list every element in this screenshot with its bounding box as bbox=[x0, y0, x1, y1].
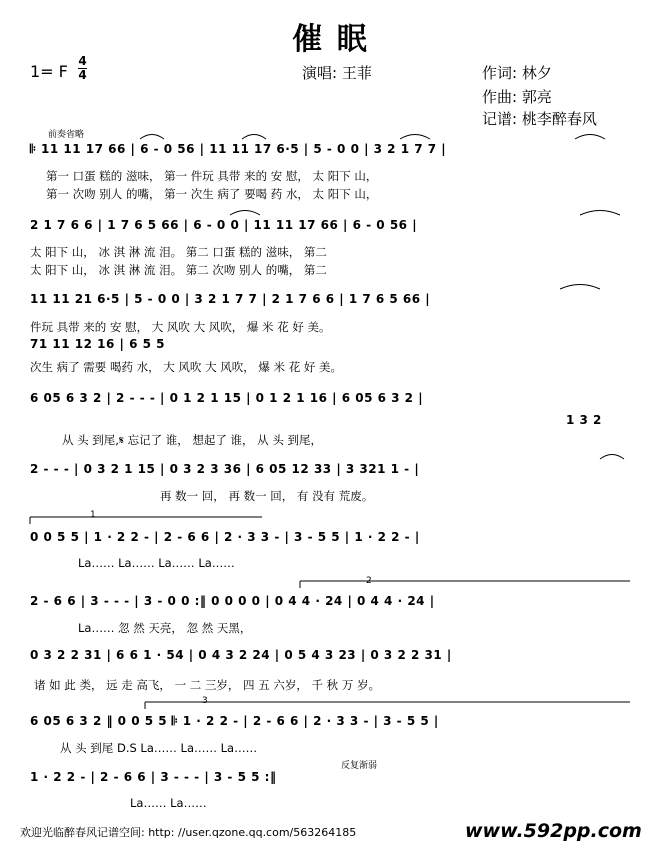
score-row-1: 𝄆 11 11 17 66 | 6 - 0 56 | 11 11 17 6·5 | 5 - 0 0 | 3 2 1 7 7 | bbox=[30, 142, 447, 156]
lyric-row-6: La…… La…… La…… La…… bbox=[78, 556, 235, 570]
lyric-row-3: 件玩 具带 来的 安 慰， 大 风吹 大 风吹， 爆 米 花 好 美。 bbox=[30, 320, 331, 334]
lyric-row-8: 诸 如 此 类， 远 走 高飞， 一 二 三岁， 四 五 六岁， 千 秋 万 岁。 bbox=[34, 678, 380, 692]
lyric-row-5: 再 数一 回， 再 数一 回， 有 没有 荒废。 bbox=[160, 489, 374, 503]
lyric-row-7: La…… 忽 然 天亮， 忽 然 天黑， bbox=[78, 621, 252, 635]
tie-arc bbox=[575, 135, 605, 140]
key-signature: 1= F bbox=[30, 62, 68, 81]
composer-credit: 作曲: 郭亮 bbox=[482, 88, 552, 106]
tie-arc bbox=[230, 211, 260, 216]
score-row-9: 6 05 6 3 2 ‖ 0 0 5 5 𝄆 1 · 2 2 - | 2 - 6 6 | 2 · 3 3 - | 3 - 5 5 | bbox=[30, 714, 439, 728]
fade-note: 反复渐弱 bbox=[341, 761, 378, 771]
ending-2-label: 2 bbox=[366, 576, 372, 586]
ending-1-label: 1 bbox=[90, 510, 96, 520]
alt-notes: 1 3 2 bbox=[566, 413, 602, 427]
score-row-3-alt: 71 11 12 16 | 6 5 5 bbox=[30, 337, 165, 351]
lyricist-credit: 作词: 林夕 bbox=[482, 64, 552, 82]
lyric-row-1a: 第一 口蛋 糕的 滋味， 第一 件玩 具带 来的 安 慰， 太 阳下 山， bbox=[46, 169, 378, 183]
lyric-row-10: La…… La…… bbox=[130, 796, 207, 810]
score-row-8: 0 3 2 2 31 | 6 6 1 · 54 | 0 4 3 2 24 | 0 5 4 3 23 | 0 3 2 2 31 | bbox=[30, 648, 452, 662]
score-row-6: 0 0 5 5 | 1 · 2 2 - | 2 - 6 6 | 2 · 3 3 - | 3 - 5 5 | 1 · 2 2 - | bbox=[30, 530, 420, 544]
score-row-4: 6 05 6 3 2 | 2 - - - | 0 1 2 1 15 | 0 1 2 1 16 | 6 05 6 3 2 | bbox=[30, 391, 424, 405]
score-row-7: 2 - 6 6 | 3 - - - | 3 - 0 0 :‖ 0 0 0 0 | 0 4 4 · 24 | 0 4 4 · 24 | bbox=[30, 594, 435, 608]
time-signature-bottom: 4 bbox=[78, 68, 87, 82]
singer-credit: 演唱: 王菲 bbox=[302, 64, 372, 82]
score-row-3: 11 11 21 6·5 | 5 - 0 0 | 3 2 1 7 7 | 2 1 7 6 6 | 1 7 6 5 66 | bbox=[30, 292, 431, 306]
score-row-2: 2 1 7 6 6 | 1 7 6 5 66 | 6 - 0 0 | 11 11 17 66 | 6 - 0 56 | bbox=[30, 218, 418, 232]
intro-note: 前奏省略 bbox=[48, 130, 85, 140]
footer-text: 欢迎光临醉春风记谱空间: http: //user.qzone.qq.com/563264185 bbox=[20, 826, 357, 839]
score-row-10: 1 · 2 2 - | 2 - 6 6 | 3 - - - | 3 - 5 5 :‖ bbox=[30, 770, 277, 784]
time-signature-top: 4 bbox=[78, 54, 87, 68]
lyric-row-3-alt: 次生 病了 需要 喝药 水， 大 风吹 大 风吹， 爆 米 花 好 美。 bbox=[30, 360, 343, 374]
song-title: 催 眠 bbox=[292, 22, 369, 57]
tie-arc bbox=[560, 285, 600, 290]
lyric-row-1b: 第一 次吻 别人 的嘴， 第一 次生 病了 要喝 药 水， 太 阳下 山， bbox=[46, 187, 378, 201]
tie-arc bbox=[400, 135, 430, 140]
ending-3-label: 3 bbox=[202, 696, 208, 706]
transcriber-credit: 记谱: 桃李醉春风 bbox=[482, 110, 597, 128]
tie-arc bbox=[140, 135, 164, 140]
tie-arc bbox=[600, 455, 624, 460]
score-row-5: 2 - - - | 0 3 2 1 15 | 0 3 2 3 36 | 6 05 12 33 | 3 321 1 - | bbox=[30, 462, 420, 476]
tie-arc bbox=[580, 211, 620, 216]
lyric-row-2b: 太 阳下 山， 冰 淇 淋 流 泪。 第二 次吻 别人 的嘴， 第二 bbox=[30, 263, 327, 277]
tie-arc bbox=[242, 135, 266, 140]
lyric-row-9: 从 头 到尾 D.S La…… La…… La…… bbox=[60, 741, 258, 755]
site-watermark: www.592pp.com bbox=[465, 820, 642, 842]
lyric-row-4: 从 头 到尾,𝄋 忘记了 谁， 想起了 谁， 从 头 到尾， bbox=[62, 433, 322, 447]
lyric-row-2a: 太 阳下 山， 冰 淇 淋 流 泪。 第二 口蛋 糕的 滋味， 第二 bbox=[30, 245, 327, 259]
